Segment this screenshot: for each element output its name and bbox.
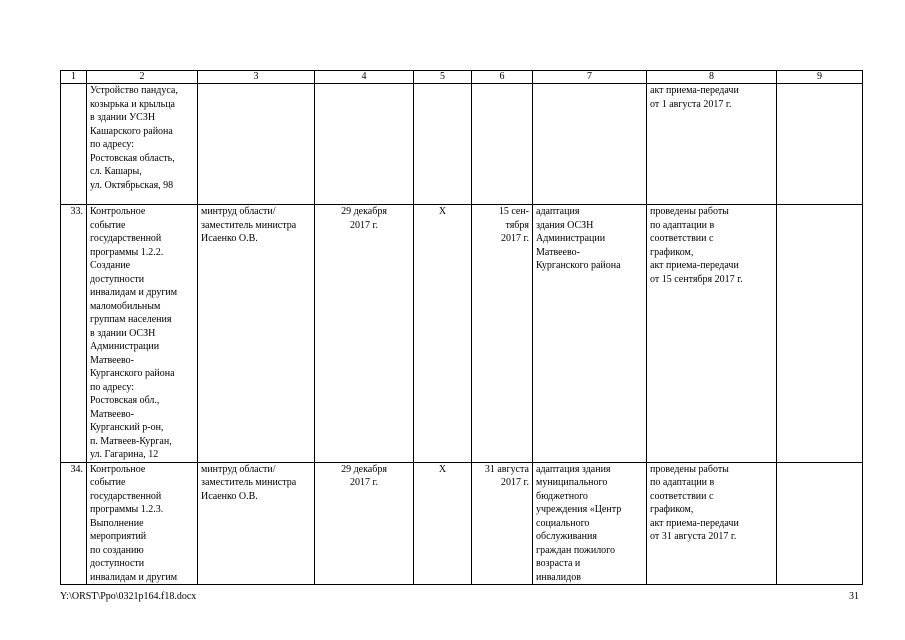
column-header: 4 xyxy=(315,71,414,84)
table-row xyxy=(61,205,863,463)
actual-date-cell: 31 августа 2017 г. xyxy=(472,462,533,585)
column-header: 1 xyxy=(61,71,87,84)
planned-date-cell: 29 декабря 2017 г. xyxy=(315,462,414,585)
column-header: 6 xyxy=(472,71,533,84)
column-9-cell xyxy=(777,462,863,585)
column-header: 7 xyxy=(533,71,647,84)
row-number: 33. xyxy=(61,205,87,463)
responsible-cell xyxy=(198,84,315,205)
column-9-cell xyxy=(777,84,863,205)
column-header: 2 xyxy=(87,71,198,84)
column-header: 8 xyxy=(647,71,777,84)
actual-result-cell: акт приема-передачи от 1 августа 2017 г. xyxy=(647,84,777,205)
actual-date-cell xyxy=(472,84,533,205)
column-5-cell xyxy=(414,84,472,205)
event-cell: Контрольное событие государственной программы 1.2.3. Выполнение мероприятий по созданию доступности инвалидам и другим xyxy=(87,462,198,585)
column-header: 5 xyxy=(414,71,472,84)
column-header: 3 xyxy=(198,71,315,84)
planned-date-cell: 29 декабря 2017 г. xyxy=(315,205,414,463)
page-number: 31 xyxy=(849,591,859,602)
event-cell: Контрольное событие государственной программы 1.2.2. Создание доступности инвалидам и другим маломобильным группам населения в здании ОСЗН Администрации Матвеево- Курганского района по адресу: Ростовская обл., Матвеево- Курганский р-он, п. Матвеев-Курган, ул. Гагарина, 12 xyxy=(87,205,198,463)
column-5-cell: Х xyxy=(414,205,472,463)
table-header-row xyxy=(61,71,863,84)
responsible-cell: минтруд области/ заместитель министра Исаенко О.В. xyxy=(198,462,315,585)
actual-result-cell: проведены работы по адаптации в соответствии с графиком, акт приема-передачи от 31 августа 2017 г. xyxy=(647,462,777,585)
planned-result-cell: адаптация здания ОСЗН Администрации Матвеево- Курганского района xyxy=(533,205,647,463)
table-row xyxy=(61,84,863,205)
file-path: Y:\ORST\Ppo\0321p164.f18.docx xyxy=(60,591,197,602)
planned-result-cell xyxy=(533,84,647,205)
document-table xyxy=(60,70,863,585)
planned-result-cell: адаптация здания муниципального бюджетного учреждения «Центр социального обслуживания граждан пожилого возраста и инвалидов xyxy=(533,462,647,585)
column-header: 9 xyxy=(777,71,863,84)
event-cell: Устройство пандуса, козырька и крыльца в здании УСЗН Кашарского района по адресу: Ростовская область, сл. Кашары, ул. Октябрьская, 98 xyxy=(87,84,198,205)
table-row xyxy=(61,462,863,585)
actual-date-cell: 15 сен- тября 2017 г. xyxy=(472,205,533,463)
row-number xyxy=(61,84,87,205)
planned-date-cell xyxy=(315,84,414,205)
column-9-cell xyxy=(777,205,863,463)
row-number: 34. xyxy=(61,462,87,585)
column-5-cell: Х xyxy=(414,462,472,585)
responsible-cell: минтруд области/ заместитель министра Исаенко О.В. xyxy=(198,205,315,463)
actual-result-cell: проведены работы по адаптации в соответствии с графиком, акт приема-передачи от 15 сентября 2017 г. xyxy=(647,205,777,463)
